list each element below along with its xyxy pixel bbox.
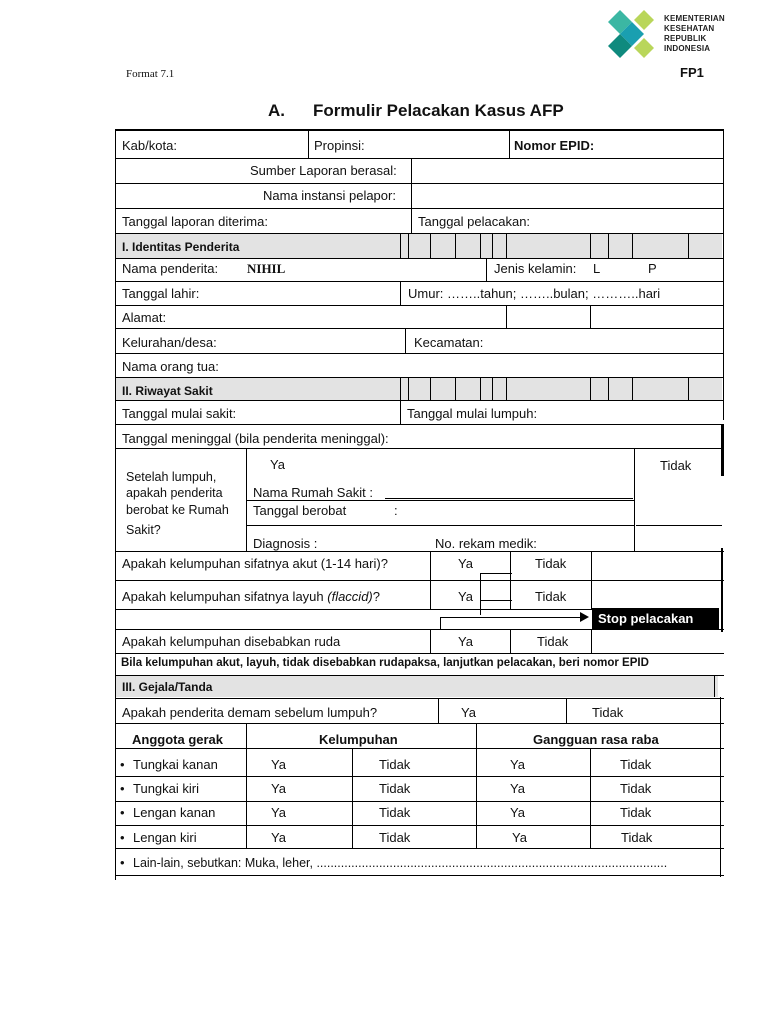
- limb-label: Tungkai kiri: [133, 781, 199, 796]
- section-heading-riwayat: II. Riwayat Sakit: [122, 384, 213, 398]
- q-demam-label: Apakah penderita demam sebelum lumpuh?: [122, 705, 378, 720]
- logo-line: KEMENTERIAN: [664, 14, 725, 23]
- logo-line: INDONESIA: [664, 44, 711, 53]
- kelumpuhan-ya: Ya: [271, 757, 286, 772]
- kelumpuhan-ya: Ya: [271, 781, 286, 796]
- col-anggota-gerak: Anggota gerak: [132, 732, 224, 747]
- jenis-kelamin-p: P: [648, 261, 657, 276]
- limb-label: Lengan kanan: [133, 805, 216, 820]
- propinsi-label: Propinsi:: [314, 138, 365, 153]
- q-demam-tidak: Tidak: [592, 705, 624, 720]
- rs-ya: Ya: [270, 457, 285, 472]
- tanggal-laporan-label: Tanggal laporan diterima:: [122, 214, 268, 229]
- raba-tidak: Tidak: [620, 757, 652, 772]
- limb-bullet: •: [120, 781, 125, 796]
- limb-bullet: •: [120, 830, 125, 845]
- kelumpuhan-tidak: Tidak: [379, 830, 411, 845]
- kelumpuhan-tidak: Tidak: [379, 781, 411, 796]
- q-ruda-label: Apakah kelumpuhan disebabkan ruda: [122, 634, 341, 649]
- q-layuh-qmark: ?: [372, 589, 380, 604]
- lain-lain-label: Lain-lain, sebutkan: Muka, leher, .....................................................................................................: [133, 856, 668, 870]
- raba-tidak: Tidak: [620, 805, 652, 820]
- tanggal-mulai-lumpuh-label: Tanggal mulai lumpuh:: [407, 406, 538, 421]
- logo-line: REPUBLIK: [664, 34, 707, 43]
- q-demam-ya: Ya: [461, 705, 476, 720]
- q-layuh-text: Apakah kelumpuhan sifatnya layuh: [122, 589, 328, 604]
- raba-ya: Ya: [510, 781, 525, 796]
- limb-bullet: •: [120, 757, 125, 772]
- q-ruda-tidak: Tidak: [537, 634, 569, 649]
- jenis-kelamin-label: Jenis kelamin:: [494, 261, 577, 276]
- col-gangguan-rasa-raba: Gangguan rasa raba: [533, 732, 659, 747]
- rs-question-line: berobat ke Rumah: [126, 503, 229, 517]
- col-kelumpuhan: Kelumpuhan: [319, 732, 398, 747]
- tanggal-pelacakan-label: Tanggal pelacakan:: [418, 214, 531, 229]
- nomor-epid-label: Nomor EPID:: [514, 138, 595, 153]
- epid-note: Bila kelumpuhan akut, layuh, tidak disebabkan rudapaksa, lanjutkan pelacakan, beri nomor EPID: [121, 657, 649, 669]
- tanggal-meninggal-label: Tanggal meninggal (bila penderita meninggal):: [122, 431, 389, 446]
- raba-ya: Ya: [512, 830, 527, 845]
- nama-instansi-label: Nama instansi pelapor:: [263, 188, 396, 203]
- kabkota-label: Kab/kota:: [122, 138, 177, 153]
- q-akut-label: Apakah kelumpuhan sifatnya akut (1-14 hari)?: [122, 556, 388, 571]
- limb-label: Lengan kiri: [133, 830, 197, 845]
- rs-question-line: Sakit?: [126, 523, 161, 537]
- form-code: FP1: [680, 65, 704, 80]
- sumber-laporan-label: Sumber Laporan berasal:: [250, 163, 397, 178]
- tanggal-berobat-colon: :: [394, 503, 398, 518]
- section-heading-gejala: III. Gejala/Tanda: [122, 680, 213, 694]
- logo-line: KESEHATAN: [664, 24, 715, 33]
- kelumpuhan-ya: Ya: [271, 830, 286, 845]
- diagnosis-label: Diagnosis :: [253, 536, 318, 551]
- kecamatan-label: Kecamatan:: [414, 335, 484, 350]
- rs-question-line: apakah penderita: [126, 486, 223, 500]
- tanggal-berobat-label: Tanggal berobat: [253, 503, 347, 518]
- stop-pelacakan-box: Stop pelacakan: [592, 608, 719, 630]
- kelumpuhan-tidak: Tidak: [379, 805, 411, 820]
- limb-label: Tungkai kanan: [133, 757, 218, 772]
- q-akut-ya: Ya: [458, 556, 473, 571]
- arrow-head-icon: [580, 612, 589, 622]
- rekam-medik-label: No. rekam medik:: [435, 536, 537, 551]
- lain-bullet: •: [120, 855, 125, 870]
- format-label: Format 7.1: [126, 68, 175, 80]
- raba-ya: Ya: [510, 757, 525, 772]
- ministry-logo: [606, 6, 724, 62]
- q-ruda-ya: Ya: [458, 634, 473, 649]
- limb-bullet: •: [120, 805, 125, 820]
- tanggal-lahir-label: Tanggal lahir:: [122, 286, 200, 301]
- section-heading-identitas: I. Identitas Penderita: [122, 240, 240, 254]
- q-akut-tidak: Tidak: [535, 556, 567, 571]
- rs-question-line: Setelah lumpuh,: [126, 470, 217, 484]
- kelumpuhan-tidak: Tidak: [379, 757, 411, 772]
- tanggal-mulai-sakit-label: Tanggal mulai sakit:: [122, 406, 237, 421]
- q-layuh-ya: Ya: [458, 589, 473, 604]
- umur-label: Umur: ……..tahun; ……..bulan; ………..hari: [408, 286, 661, 301]
- q-layuh-label: [122, 589, 380, 605]
- rs-tidak: Tidak: [660, 458, 692, 473]
- kelumpuhan-ya: Ya: [271, 805, 286, 820]
- raba-tidak: Tidak: [620, 781, 652, 796]
- nama-orang-tua-label: Nama orang tua:: [122, 359, 219, 374]
- raba-tidak: Tidak: [621, 830, 653, 845]
- title-prefix: A.: [268, 101, 285, 120]
- nama-penderita-label: Nama penderita:: [122, 261, 219, 276]
- form-title: Formulir Pelacakan Kasus AFP: [313, 101, 564, 120]
- kelurahan-label: Kelurahan/desa:: [122, 335, 217, 350]
- nama-penderita-value: NIHIL: [247, 261, 286, 276]
- jenis-kelamin-l: L: [593, 261, 601, 276]
- q-layuh-flaccid: (flaccid): [327, 589, 373, 604]
- raba-ya: Ya: [510, 805, 525, 820]
- ministry-logo-icon: [606, 6, 658, 62]
- nama-rumah-sakit-label: Nama Rumah Sakit :: [253, 485, 373, 500]
- q-layuh-tidak: Tidak: [535, 589, 567, 604]
- alamat-label: Alamat:: [122, 310, 167, 325]
